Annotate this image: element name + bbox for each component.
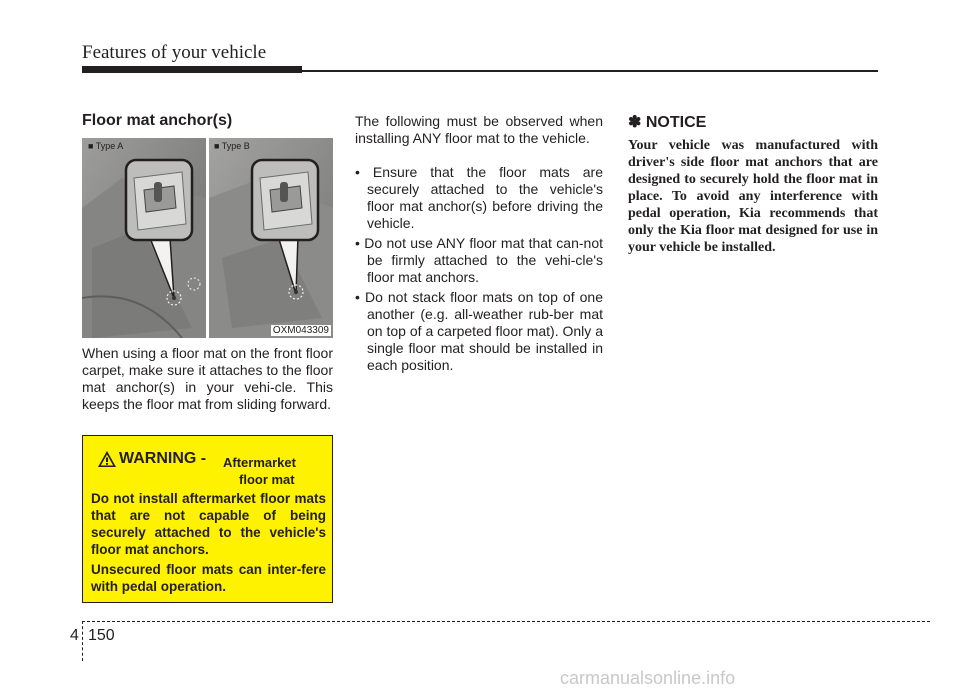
installation-intro: The following must be observed when installing ANY floor mat to the vehicle.	[355, 113, 603, 146]
warning-box	[82, 435, 333, 603]
bullet-text: Ensure that the floor mats are securely attached to the vehicle's floor mat anchor(s) before driving the vehicle.	[367, 164, 603, 231]
chapter-number: 4	[70, 627, 79, 644]
section-title: Floor mat anchor(s)	[82, 112, 233, 129]
page-number: 150	[88, 627, 115, 644]
type-a-label: ■ Type A	[88, 141, 124, 151]
warning-triangle-icon	[97, 450, 117, 468]
floor-mat-anchor-illustration	[82, 138, 333, 338]
notice-title: ✽ NOTICE	[628, 114, 707, 131]
warning-text-2: Unsecured floor mats can inter-fere with pedal operation.	[91, 562, 326, 594]
bullet-item: • Do not use ANY floor mat that can-not be firmly attached to the vehi-cle's floor mat anchors.	[355, 235, 603, 285]
bullet-item: • Ensure that the floor mats are securely attached to the vehicle's floor mat anchor(s) before driving the vehicle.	[355, 164, 603, 231]
warning-subheading-line2: floor mat	[239, 472, 295, 487]
warning-subheading-line1: Aftermarket	[223, 455, 296, 470]
warning-text-1: Do not install aftermarket floor mats that are not capable of being securely attached to the vehicle's floor mat anchors.	[91, 491, 326, 557]
footer-rule	[82, 621, 930, 622]
notice-body: Your vehicle was manufactured with driver's side floor mat anchors that are designed to securely hold the floor mat in place. To avoid any interference with pedal operation, Kia recommends that only the Kia floor mat designed for use in your vehicle be installed.	[628, 138, 878, 255]
anchor-illustration-drawing	[82, 138, 333, 338]
installation-bullets	[355, 164, 603, 377]
watermark: carmanualsonline.info	[560, 668, 736, 688]
bullet-text: Do not stack floor mats on top of one another (e.g. all-weather rub-ber mat on top of a carpeted floor mat). Only a single floor mat should be installed in each position.	[364, 289, 603, 373]
page-header-title: Features of your vehicle	[82, 42, 267, 63]
warning-heading: WARNING -	[119, 450, 207, 467]
footer-divider	[82, 621, 83, 661]
header-rule-thin	[302, 70, 878, 72]
figure-code: OXM043309	[272, 325, 329, 336]
bullet-item: • Do not stack floor mats on top of one another (e.g. all-weather rub-ber mat on top of a carpeted floor mat). Only a single floor mat should be installed in each position.	[355, 289, 603, 373]
bullet-text: Do not use ANY floor mat that can-not be firmly attached to the vehi-cle's floor mat anchors.	[364, 235, 603, 285]
floor-mat-paragraph: When using a floor mat on the front floor carpet, make sure it attaches to the floor mat anchor(s) in your vehi-cle. This keeps the floor mat from sliding forward.	[82, 345, 333, 412]
type-b-label: ■ Type B	[214, 141, 250, 151]
warning-subheading	[223, 454, 323, 488]
header-rule-thick	[82, 66, 302, 73]
